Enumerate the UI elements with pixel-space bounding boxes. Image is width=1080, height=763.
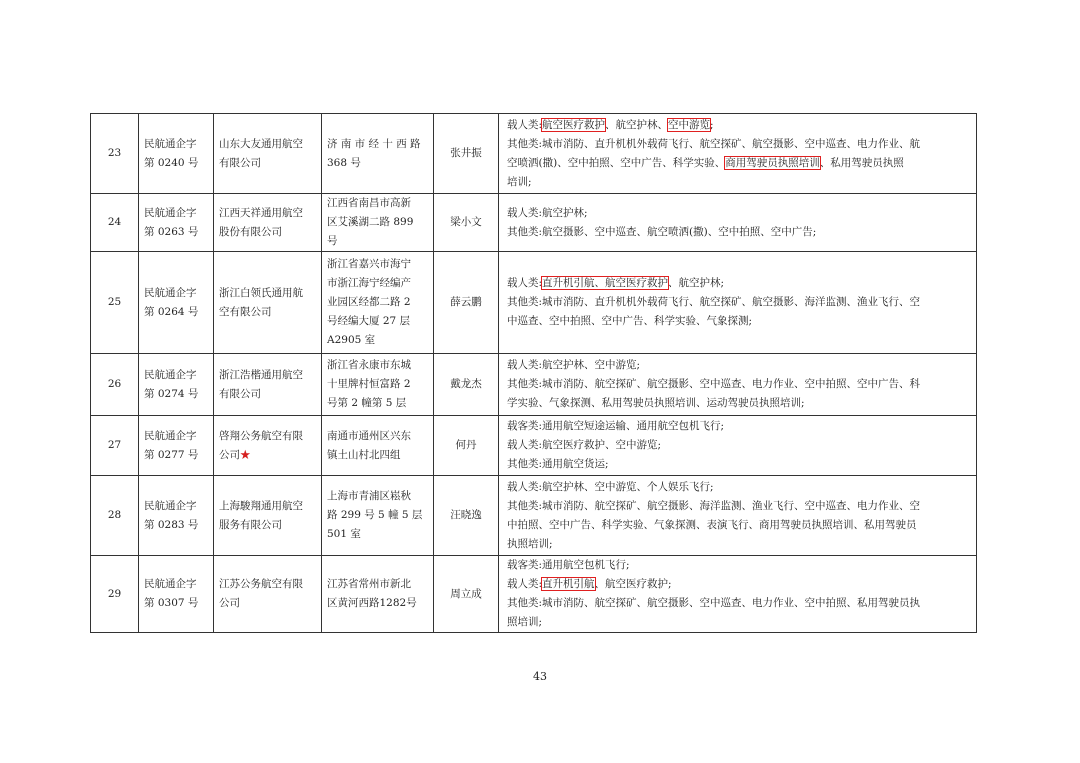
company-line: 江苏公务航空有限 — [219, 578, 303, 590]
scope-text: 其他类:城市消防、航空探矿、航空摄影、海洋监测、渔业飞行、空中巡查、电力作业、空 — [507, 499, 921, 512]
scope-text: 其他类:城市消防、直升机机外载荷飞行、航空探矿、航空摄影、空中巡查、电力作业、航 — [507, 137, 921, 150]
company-line: 啓翔公务航空有限 — [219, 429, 303, 442]
scope-line — [507, 312, 972, 331]
scope-line — [507, 594, 972, 613]
scope-text: 其他类:通用航空货运; — [507, 458, 609, 470]
scope-line — [507, 436, 972, 455]
legal-representative: 何丹 — [434, 416, 499, 476]
company-line: 股份有限公司 — [219, 225, 282, 238]
company-line: 江西天祥通用航空 — [219, 206, 303, 219]
scope-text: 执照培训; — [507, 537, 553, 550]
address-line: 浙江省嘉兴市海宁 — [327, 258, 411, 270]
enterprise-table — [90, 113, 977, 633]
company-line: 浙江白领氏通用航 — [219, 286, 303, 299]
legal-representative: 薛云鹏 — [434, 252, 499, 354]
scope-text: 、航空护林、 — [605, 118, 669, 131]
scope-text: 载客类:通用航空包机飞行; — [507, 559, 630, 571]
scope-line — [507, 154, 972, 173]
certificate-number — [139, 416, 214, 476]
certificate-number — [139, 476, 214, 556]
scope-line — [507, 293, 972, 312]
company-line: 浙江浩楷通用航空 — [219, 368, 303, 381]
company-name — [214, 252, 322, 354]
address-line: 业园区经都二路 2 — [327, 296, 411, 308]
address-line: 南通市通州区兴东 — [327, 429, 411, 442]
address-line: 十里牌村恒富路 2 — [327, 378, 411, 390]
certificate-line: 民航通企字 — [144, 286, 197, 299]
legal-representative: 汪晓逸 — [434, 476, 499, 556]
row-number: 28 — [91, 476, 139, 556]
table-row — [91, 114, 977, 194]
company-name — [214, 476, 322, 556]
row-number: 29 — [91, 556, 139, 633]
scope-line — [507, 556, 972, 575]
certificate-number — [139, 114, 214, 194]
scope-line — [507, 417, 972, 436]
address-line: 江苏省常州市新北 — [327, 578, 411, 590]
table-row — [91, 252, 977, 354]
scope-text: 载人类:航空护林、空中游览、个人娱乐飞行; — [507, 480, 714, 493]
certificate-number — [139, 354, 214, 416]
company-line: 上海駿翔通用航空 — [219, 499, 303, 512]
address — [322, 556, 434, 633]
scope-text: 载人类:航空护林; — [507, 206, 588, 219]
company-name — [214, 416, 322, 476]
certificate-line: 第 0263 号 — [144, 225, 199, 238]
highlighted-item: 航空医疗救护 — [542, 118, 606, 131]
company-name — [214, 556, 322, 633]
address-line: 路 299 号 5 幢 5 层 — [327, 509, 423, 521]
address-line: 镇土山村北四组 — [327, 448, 401, 461]
scope-line — [507, 575, 972, 594]
scope-text: ; — [710, 118, 714, 131]
scope-text: 中拍照、空中广告、科学实验、气象探测、表演飞行、商用驾驶员执照培训、私用驾驶员 — [507, 518, 917, 531]
address-line: 江西省南昌市高新 — [327, 197, 411, 209]
scope-text: 载人类: — [507, 118, 543, 131]
scope-text: 载客类:通用航空短途运输、通用航空包机飞行; — [507, 420, 725, 432]
company-line: 有限公司 — [219, 387, 261, 400]
certificate-line: 民航通企字 — [144, 429, 197, 442]
address-line: 浙江省永康市东城 — [327, 359, 411, 371]
row-number: 23 — [91, 114, 139, 194]
company-line: 公司 — [219, 448, 240, 461]
scope-text: 、航空护林; — [668, 277, 725, 289]
company-line: 空有限公司 — [219, 305, 272, 318]
highlighted-item: 空中游览 — [668, 118, 711, 131]
scope-line — [507, 613, 972, 632]
certificate-number — [139, 556, 214, 633]
scope-text: 其他类:城市消防、直升机机外载荷飞行、航空探矿、航空摄影、海洋监测、渔业飞行、空 — [507, 296, 921, 308]
address-line: 号第 2 幢第 5 层 — [327, 397, 407, 409]
business-scope — [499, 114, 977, 194]
scope-line — [507, 478, 972, 497]
row-number: 26 — [91, 354, 139, 416]
scope-text: 其他类:航空摄影、空中巡查、航空喷洒(撒)、空中拍照、空中广告; — [507, 225, 817, 238]
company-line: 山东大友通用航空 — [219, 137, 303, 150]
row-number: 24 — [91, 194, 139, 252]
scope-line — [507, 173, 972, 192]
certificate-line: 民航通企字 — [144, 137, 197, 150]
row-number: 27 — [91, 416, 139, 476]
address-line: 501 室 — [327, 528, 361, 540]
table-row — [91, 556, 977, 633]
legal-representative: 张井振 — [434, 114, 499, 194]
table-row — [91, 476, 977, 556]
address — [322, 476, 434, 556]
address — [322, 416, 434, 476]
address-line: 号 — [327, 235, 338, 247]
company-line-with-star — [219, 446, 316, 465]
legal-representative: 梁小文 — [434, 194, 499, 252]
business-scope — [499, 354, 977, 416]
page-number: 43 — [533, 670, 547, 683]
scope-text: 其他类:城市消防、航空探矿、航空摄影、空中巡查、电力作业、空中拍照、空中广告、科 — [507, 378, 921, 390]
highlighted-item: 直升机引航、航空医疗救护 — [542, 277, 669, 289]
certificate-line: 第 0283 号 — [144, 518, 199, 531]
star-icon: ★ — [240, 448, 251, 461]
certificate-line: 民航通企字 — [144, 206, 197, 219]
scope-line — [507, 223, 972, 242]
certificate-line: 民航通企字 — [144, 368, 197, 381]
scope-line — [507, 535, 972, 554]
company-name — [214, 194, 322, 252]
highlighted-item: 商用驾驶员执照培训 — [725, 156, 820, 169]
scope-line — [507, 204, 972, 223]
address-line: 上海市青浦区崧秋 — [327, 490, 411, 502]
address — [322, 252, 434, 354]
scope-line — [507, 356, 972, 375]
certificate-line: 第 0274 号 — [144, 387, 199, 400]
address-line: 区艾溪湖二路 899 — [327, 216, 414, 228]
table-body — [91, 114, 977, 633]
address-line: 区黄河西路1282号 — [327, 597, 417, 609]
certificate-number — [139, 194, 214, 252]
certificate-line: 第 0277 号 — [144, 448, 199, 461]
certificate-line: 民航通企字 — [144, 499, 197, 512]
scope-text: 培训; — [507, 175, 532, 188]
scope-line — [507, 516, 972, 535]
row-number: 25 — [91, 252, 139, 354]
certificate-number — [139, 252, 214, 354]
company-name — [214, 114, 322, 194]
address-line: 市浙江海宁经编产 — [327, 277, 411, 289]
business-scope — [499, 476, 977, 556]
scope-line — [507, 375, 972, 394]
scope-text: 、私用驾驶员执照 — [819, 156, 904, 169]
address — [322, 194, 434, 252]
scope-line — [507, 274, 972, 293]
legal-representative: 周立成 — [434, 556, 499, 633]
scope-text: 、航空医疗救护; — [594, 578, 672, 590]
scope-line — [507, 455, 972, 474]
scope-text: 其他类:城市消防、航空探矿、航空摄影、空中巡查、电力作业、空中拍照、私用驾驶员执 — [507, 597, 921, 609]
certificate-line: 第 0264 号 — [144, 305, 199, 318]
scope-text: 学实验、气象探测、私用驾驶员执照培训、运动驾驶员执照培训; — [507, 397, 805, 409]
address-line: 368 号 — [327, 156, 361, 169]
scope-text: 空喷洒(撒)、空中拍照、空中广告、科学实验、 — [507, 156, 726, 169]
address-line: 济 南 市 经 十 西 路 — [327, 137, 421, 150]
business-scope — [499, 416, 977, 476]
legal-representative: 戴龙杰 — [434, 354, 499, 416]
scope-line — [507, 135, 972, 154]
company-name — [214, 354, 322, 416]
table-row — [91, 194, 977, 252]
certificate-line: 第 0307 号 — [144, 597, 199, 609]
scope-text: 载人类:航空护林、空中游览; — [507, 359, 641, 371]
address-line: A2905 室 — [327, 334, 376, 346]
address-line: 号经编大厦 27 层 — [327, 315, 411, 327]
table-row — [91, 354, 977, 416]
scope-text: 载人类: — [507, 277, 543, 289]
business-scope — [499, 194, 977, 252]
scope-line — [507, 394, 972, 413]
scope-line — [507, 116, 972, 135]
scope-text: 中巡查、空中拍照、空中广告、科学实验、气象探测; — [507, 315, 753, 327]
highlighted-item: 直升机引航 — [542, 578, 595, 590]
address — [322, 354, 434, 416]
scope-text: 照培训; — [507, 616, 543, 628]
company-line: 有限公司 — [219, 156, 261, 169]
certificate-line: 第 0240 号 — [144, 156, 199, 169]
address — [322, 114, 434, 194]
scope-line — [507, 497, 972, 516]
company-line: 服务有限公司 — [219, 518, 282, 531]
table-row — [91, 416, 977, 476]
certificate-line: 民航通企字 — [144, 578, 197, 590]
business-scope — [499, 556, 977, 633]
business-scope — [499, 252, 977, 354]
company-line: 公司 — [219, 597, 240, 609]
scope-text: 载人类:航空医疗救护、空中游览; — [507, 439, 662, 451]
scope-text: 载人类: — [507, 578, 543, 590]
